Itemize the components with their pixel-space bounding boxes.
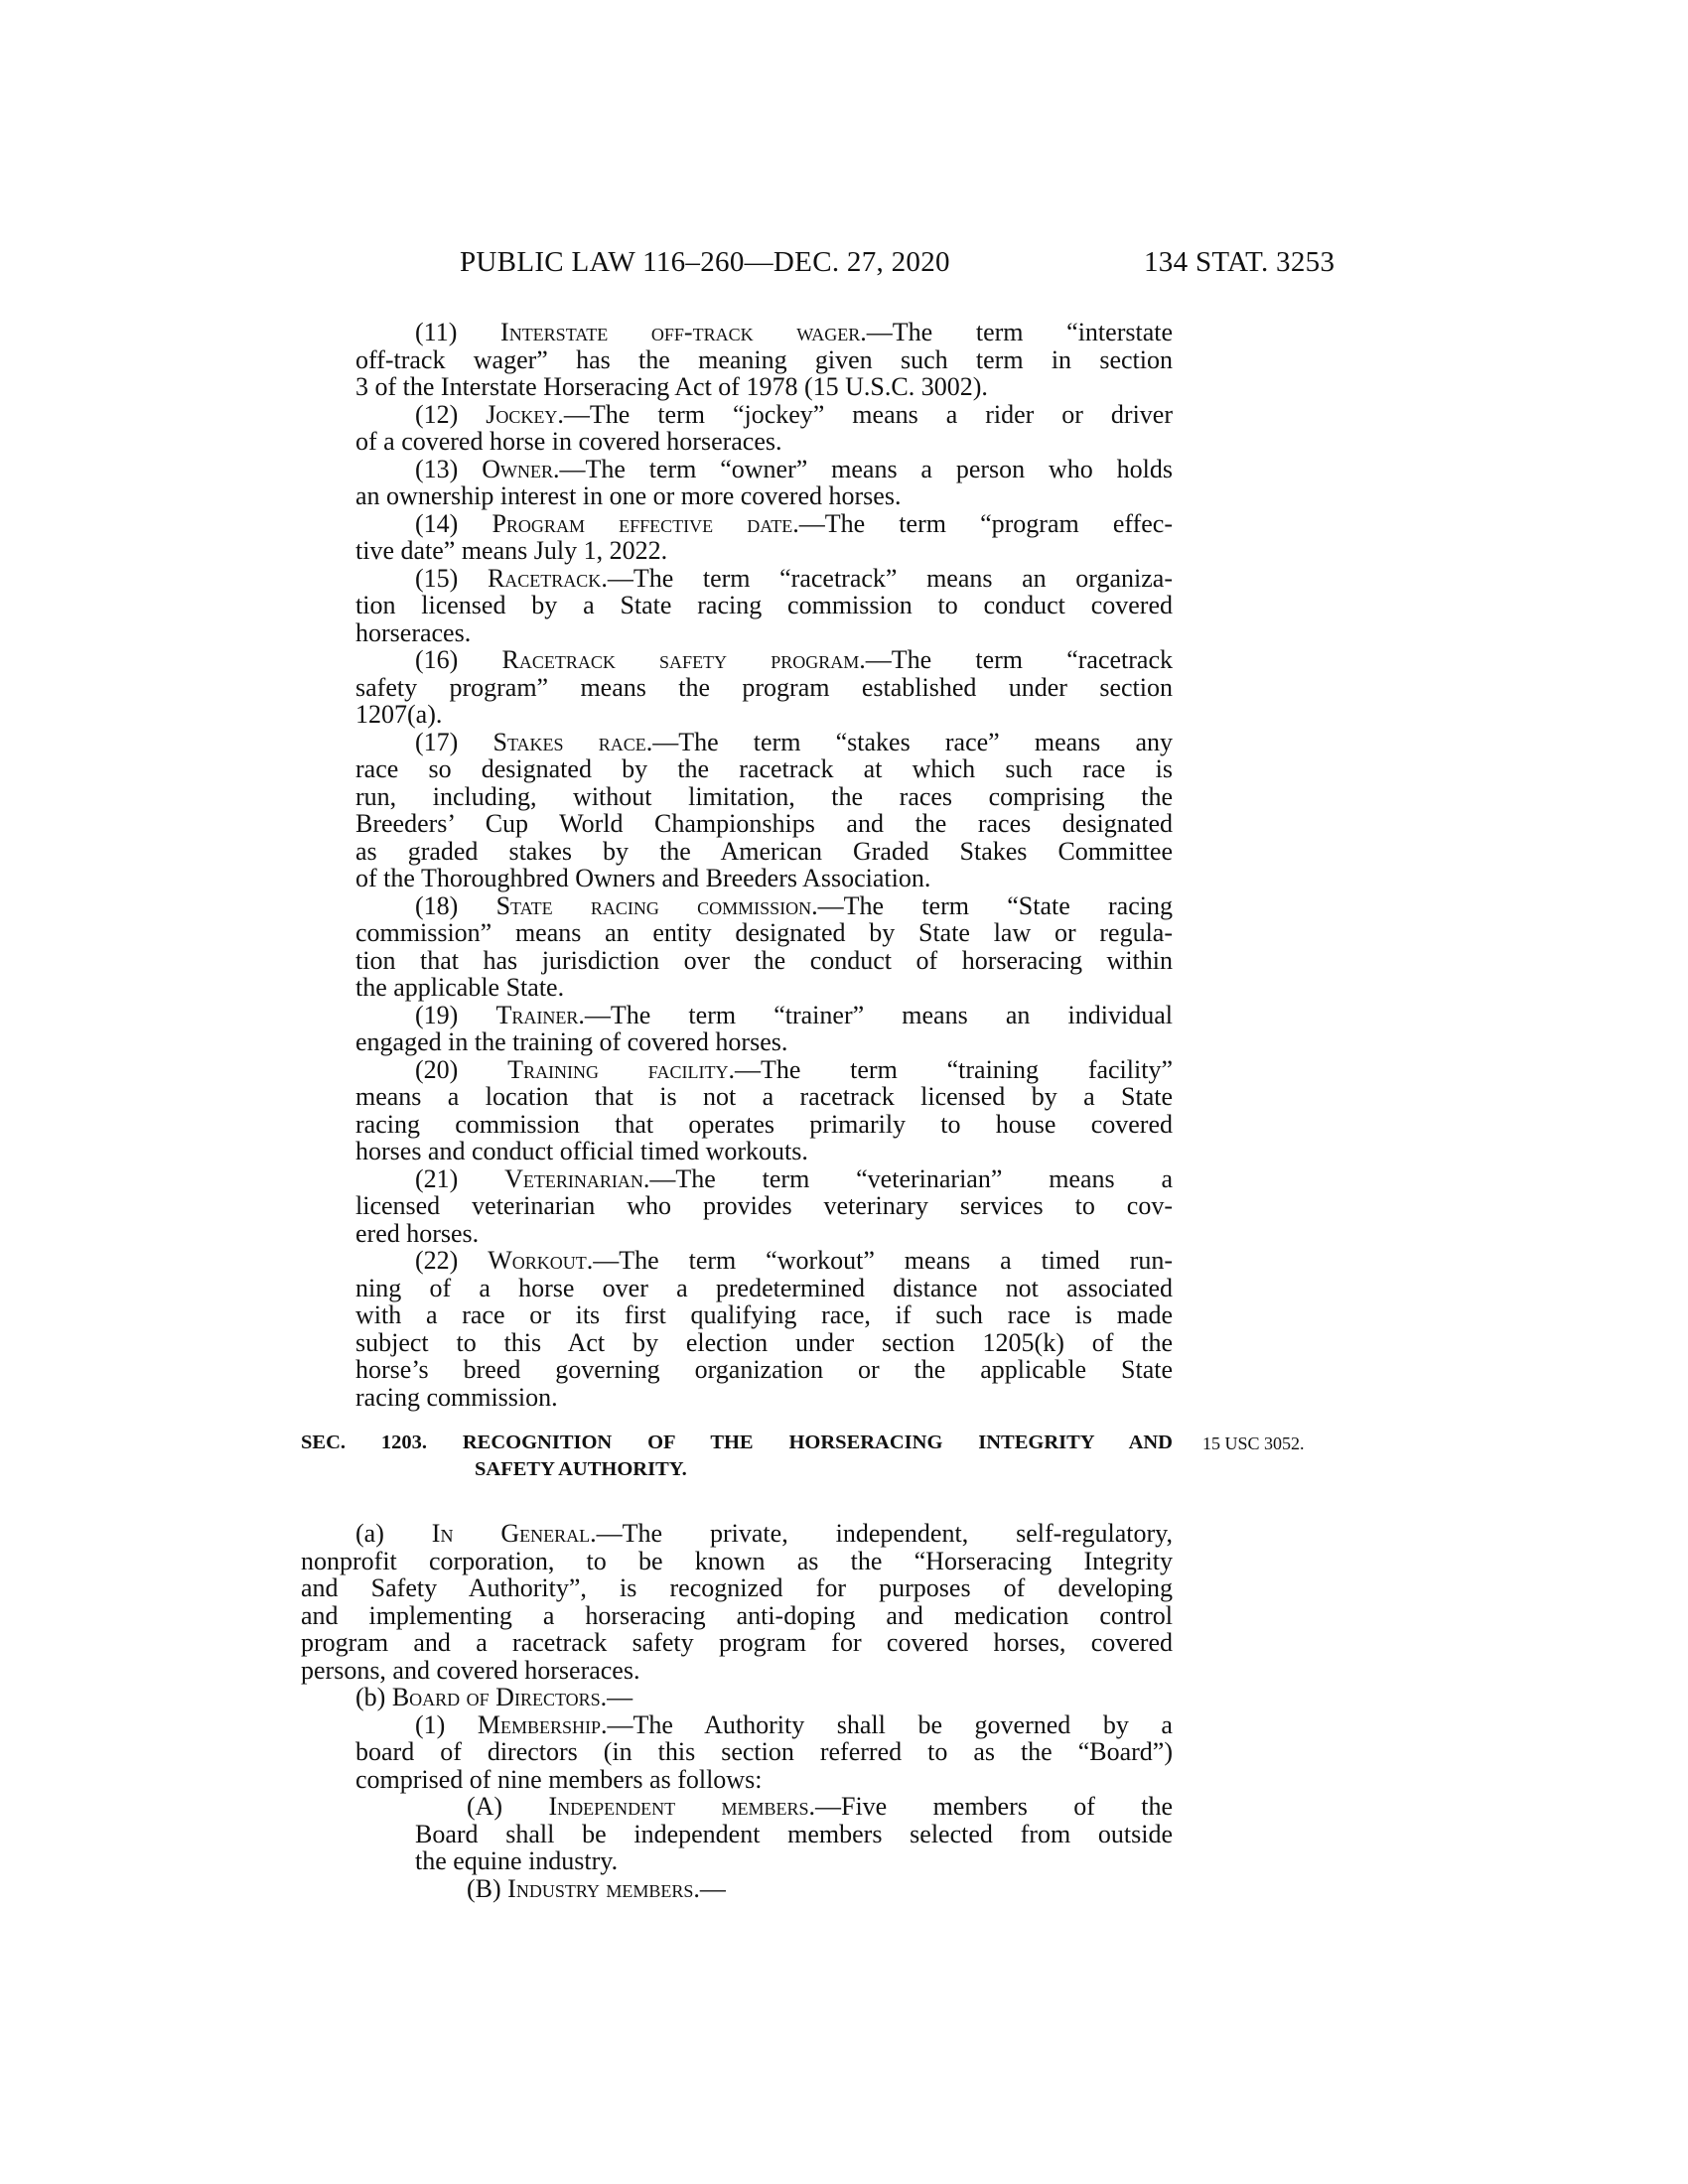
text-line: safety program” means the program established under section — [355, 672, 1173, 702]
item-text: .—The term “interstate — [860, 318, 1174, 346]
item-number: (20) — [415, 1054, 508, 1084]
item-number: (11) — [415, 318, 501, 346]
text-line — [301, 892, 1173, 920]
defined-term: Industry members — [507, 1873, 694, 1903]
item-text: .—The term “training facility” — [728, 1054, 1173, 1084]
defined-term: Racetrack safety program — [501, 645, 860, 674]
definition-item — [301, 892, 1173, 1002]
definition-item — [301, 401, 1173, 456]
item-text: .—The term “trainer” means an individual — [578, 1000, 1173, 1029]
text-line: 1207(a). — [355, 700, 443, 729]
text-line: tive date” means July 1, 2022. — [355, 536, 668, 565]
text-line — [301, 1684, 1173, 1711]
section-body — [301, 1520, 1173, 1902]
defined-term: Independent members — [548, 1792, 809, 1821]
text-line: run, including, without limitation, the races comprising the — [355, 781, 1173, 811]
text-line — [301, 456, 1173, 483]
item-text: .—The term “program effec- — [792, 508, 1173, 538]
text-line: program and a racetrack safety program for covered horses, covered — [301, 1628, 1173, 1657]
usc-margin-note: 15 USC 3052. — [1202, 1433, 1305, 1453]
text-line: and Safety Authority”, is recognized for purposes of developing — [301, 1573, 1173, 1602]
text-line: Breeders’ Cup World Championships and the races designated — [355, 809, 1173, 838]
text-line: the applicable State. — [355, 973, 565, 1002]
item-number: (1) — [415, 1709, 478, 1739]
definition-item — [301, 1247, 1173, 1411]
text-line — [301, 729, 1173, 756]
item-text: .—The term “veterinarian” means a — [642, 1163, 1173, 1193]
text-line: Board shall be independent members selected from outside — [415, 1819, 1173, 1848]
defined-term: Training facility — [507, 1054, 729, 1084]
definition-item — [301, 1056, 1173, 1165]
item-text: .—The term “stakes race” means any — [645, 727, 1173, 756]
item-number: (a) — [355, 1519, 432, 1548]
text-line — [301, 401, 1173, 429]
text-line — [301, 1002, 1173, 1029]
item-number: (18) — [415, 890, 496, 920]
defined-term: Jockey — [486, 399, 558, 429]
definition-item — [301, 729, 1173, 892]
definition-item — [301, 510, 1173, 565]
text-line — [301, 1711, 1173, 1739]
text-line: of the Thoroughbred Owners and Breeders Association. — [355, 864, 931, 892]
text-line: and implementing a horseracing anti-doping and medication control — [301, 1600, 1173, 1630]
text-line: an ownership interest in one or more covered horses. — [355, 481, 902, 510]
item-number: (B) — [467, 1873, 508, 1903]
defined-term: Owner — [482, 454, 553, 483]
item-number: (19) — [415, 1000, 496, 1029]
text-line: with a race or its first qualifying race, if such race is made — [355, 1300, 1173, 1329]
text-line: racing commission that operates primarily to house covered — [355, 1109, 1173, 1139]
text-line — [301, 319, 1173, 346]
defined-term: Membership — [477, 1709, 602, 1739]
defined-term: Trainer — [495, 1000, 579, 1029]
definitions-list — [301, 319, 1173, 1411]
text-line — [301, 1056, 1173, 1084]
item-text: .—Five members of the — [808, 1792, 1174, 1821]
text-line: racing commission. — [355, 1382, 558, 1412]
text-line: persons, and covered horseraces. — [301, 1655, 640, 1685]
text-line: ning of a horse over a predetermined distance not associated — [355, 1273, 1173, 1302]
defined-term: Veterinarian — [504, 1163, 643, 1193]
text-line — [301, 565, 1173, 593]
subparagraph-item — [301, 1875, 1173, 1903]
item-number: (15) — [415, 563, 488, 593]
defined-term: Racetrack — [487, 563, 602, 593]
text-line: race so designated by the racetrack at which such race is — [355, 754, 1173, 783]
text-line: comprised of nine members as follows: — [355, 1764, 763, 1794]
item-number: (22) — [415, 1246, 489, 1275]
item-text: .— — [693, 1873, 726, 1903]
text-line: as graded stakes by the American Graded Stakes Committee — [355, 836, 1173, 866]
text-line: engaged in the training of covered horses. — [355, 1027, 788, 1056]
section-heading-line-1: SEC. 1203. RECOGNITION OF THE HORSERACING INTEGRITY AND — [301, 1432, 1173, 1453]
item-text: .—The Authority shall be governed by a — [601, 1709, 1173, 1739]
item-text: .—The term “State racing — [811, 890, 1173, 920]
section-heading-line-2: SAFETY AUTHORITY. — [475, 1458, 687, 1480]
definition-item — [301, 565, 1173, 647]
text-line: of a covered horse in covered horseraces. — [355, 427, 782, 456]
item-number: (17) — [415, 727, 493, 756]
text-line — [301, 1165, 1173, 1193]
item-text: .—The private, independent, self-regulatory, — [590, 1519, 1173, 1548]
text-line: off-track wager” has the meaning given such term in section — [355, 344, 1173, 374]
text-line: tion licensed by a State racing commission to conduct covered — [355, 591, 1173, 619]
subsection-item — [301, 1520, 1173, 1684]
defined-term: Stakes race — [492, 727, 646, 756]
text-line: nonprofit corporation, to be known as the “Horseracing Integrity — [301, 1546, 1173, 1575]
text-line: board of directors (in this section referred to as the “Board”) — [355, 1737, 1173, 1766]
running-head-title: PUBLIC LAW 116–260—DEC. 27, 2020 — [460, 246, 950, 278]
defined-term: In General — [431, 1519, 591, 1548]
statute-page-number: 134 STAT. 3253 — [1144, 246, 1336, 278]
defined-term: State racing commission — [495, 890, 812, 920]
text-line — [301, 510, 1173, 538]
item-number: (b) — [355, 1683, 392, 1711]
definition-item — [301, 646, 1173, 729]
text-line: horses and conduct official timed workouts. — [355, 1137, 808, 1165]
paragraph-item — [301, 1711, 1173, 1794]
definition-item — [301, 456, 1173, 510]
defined-term: Workout — [488, 1246, 587, 1275]
item-number: (16) — [415, 645, 502, 674]
text-line: subject to this Act by election under section 1205(k) of the — [355, 1327, 1173, 1357]
item-text: .—The term “racetrack — [859, 645, 1173, 674]
definition-item — [301, 1165, 1173, 1248]
item-number: (14) — [415, 508, 492, 538]
item-number: (12) — [415, 399, 487, 429]
defined-term: Interstate off-track wager — [500, 318, 861, 346]
text-line — [301, 1793, 1173, 1821]
item-text: .—The term “workout” means a timed run- — [586, 1246, 1174, 1275]
text-line: 3 of the Interstate Horseracing Act of 1978 (15 U.S.C. 3002). — [355, 372, 988, 401]
item-number: (21) — [415, 1163, 505, 1193]
item-text: .— — [600, 1683, 633, 1711]
defined-term: Program effective date — [492, 508, 793, 538]
item-text: .—The term “owner” means a person who holds — [552, 454, 1173, 483]
text-line — [301, 1520, 1173, 1548]
text-line: tion that has jurisdiction over the conduct of horseracing within — [355, 945, 1173, 975]
subparagraph-item — [301, 1793, 1173, 1875]
text-line: the equine industry. — [415, 1846, 619, 1875]
text-line — [301, 646, 1173, 674]
item-number: (13) — [415, 454, 483, 483]
section-heading — [301, 1430, 1173, 1483]
text-line: horse’s breed governing organization or the applicable State — [355, 1355, 1173, 1384]
text-line: ered horses. — [355, 1218, 480, 1248]
subsection-item — [301, 1684, 1173, 1711]
definition-item — [301, 319, 1173, 401]
text-line: commission” means an entity designated by State law or regula- — [355, 918, 1173, 947]
definition-item — [301, 1002, 1173, 1056]
text-line: horseraces. — [355, 617, 472, 647]
item-number: (A) — [467, 1792, 549, 1821]
item-text: .—The term “racetrack” means an organiza- — [601, 563, 1173, 593]
text-line: licensed veterinarian who provides veterinary services to cov- — [355, 1191, 1173, 1220]
defined-term: Board of Directors — [391, 1683, 601, 1711]
text-line — [301, 1875, 1173, 1903]
text-line: means a location that is not a racetrack licensed by a State — [355, 1082, 1173, 1111]
text-line — [301, 1247, 1173, 1275]
item-text: .—The term “jockey” means a rider or driver — [557, 399, 1173, 429]
